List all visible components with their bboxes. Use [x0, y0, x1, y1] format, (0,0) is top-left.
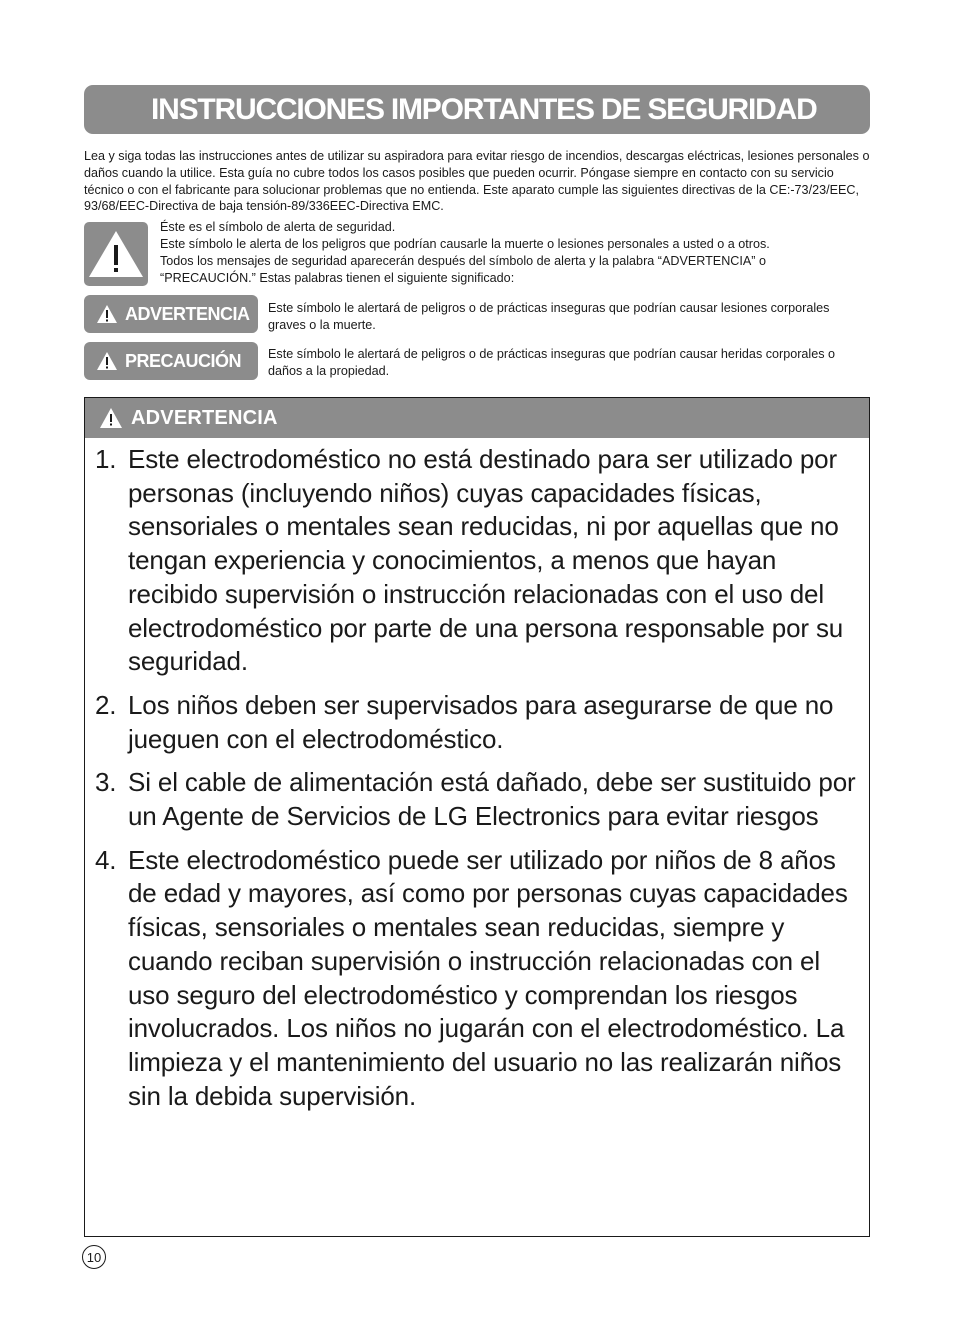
badge-label: ADVERTENCIA	[125, 303, 250, 324]
badge-label: PRECAUCIÓN	[125, 350, 242, 371]
page-title: INSTRUCCIONES IMPORTANTES DE SEGURIDAD	[151, 92, 817, 126]
warning-box	[84, 397, 870, 1237]
warning-triangle-icon	[96, 351, 118, 371]
warning-item	[95, 443, 865, 679]
item-text: Si el cable de alimentación está dañado, debe ser sustituido por un Agente de Servicios de LG Electronics para evitar riesgos	[128, 767, 856, 832]
symbol-line: Éste es el símbolo de alerta de seguridad.	[160, 220, 396, 234]
item-number: 4.	[95, 844, 117, 875]
warning-triangle-icon	[96, 304, 118, 324]
advertencia-description: Este símbolo le alertará de peligros o de prácticas inseguras que podrían causar lesiones corporales graves o la muerte.	[268, 301, 830, 332]
symbol-line: Todos los mensajes de seguridad aparecerán después del símbolo de alerta y la palabra “ADVERTENCIA” o “PRECAUCIÓN.” Estas palabras tienen el siguiente significado:	[160, 254, 766, 285]
warning-item	[95, 766, 865, 833]
precaucion-description: Este símbolo le alertará de peligros o de prácticas inseguras que podrían causar heridas corporales o daños a la propiedad.	[268, 347, 836, 378]
advertencia-badge	[84, 295, 258, 333]
warning-box-header	[85, 398, 869, 438]
item-number: 1.	[95, 444, 117, 474]
item-number: 2.	[95, 689, 117, 720]
page-number: 10	[82, 1245, 106, 1269]
warning-item	[95, 689, 865, 756]
precaucion-badge	[84, 342, 258, 380]
warning-box-title: ADVERTENCIA	[131, 406, 278, 429]
item-text: Este electrodoméstico no está destinado para ser utilizado por personas (incluyendo niños) cuyas capacidades físicas, sensoriales o mentales sean reducidas, ni por aquellas que no tengan experiencia y conocimientos, a menos que hayan recibido supervisión o instrucción relacionadas con el uso del electrodoméstico por parte de una persona responsable por su seguridad.	[128, 444, 844, 677]
item-text: Los niños deben ser supervisados para asegurarse de que no jueguen con el electrodoméstico.	[128, 689, 834, 754]
exclamation-alert-icon	[84, 222, 148, 286]
warning-item	[95, 844, 865, 1114]
item-text: Este electrodoméstico puede ser utilizado por niños de 8 años de edad y mayores, así como por personas cuyas capacidades físicas, sensoriales o mentales sean reducidas, siempre y cuando reciban supervisión o instrucción relacionadas con el uso seguro del electrodoméstico y comprendan los riesgos involucrados. Los niños no jugarán con el electrodoméstico. La limpieza y el mantenimiento del usuario no las realizarán niños sin la debida supervisión.	[128, 844, 848, 1111]
title-bar	[84, 85, 870, 134]
item-number: 3.	[95, 767, 117, 798]
symbol-line: Este símbolo le alerta de los peligros que podrían causarle la muerte o lesiones personales a usted o a otros.	[160, 237, 770, 251]
intro-paragraph: Lea y siga todas las instrucciones antes de utilizar su aspiradora para evitar riesgo de incendios, descargas eléctricas, lesiones personales o daños cuando la utilice. Esta guía no cubre todos los casos posibles que pueden ocurrir. Póngase siempre en contacto con su servicio técnico o con el fabricante para solucionar problemas que no entienda. Este aparato cumple las siguientes directivas de la CE:-73/23/EEC, 93/68/EEC-Directiva de baja tensión-89/336EEC-Directiva EMC.	[84, 149, 870, 214]
warning-list	[95, 443, 865, 1123]
symbol-explanation	[160, 219, 860, 287]
warning-triangle-icon	[99, 407, 123, 429]
